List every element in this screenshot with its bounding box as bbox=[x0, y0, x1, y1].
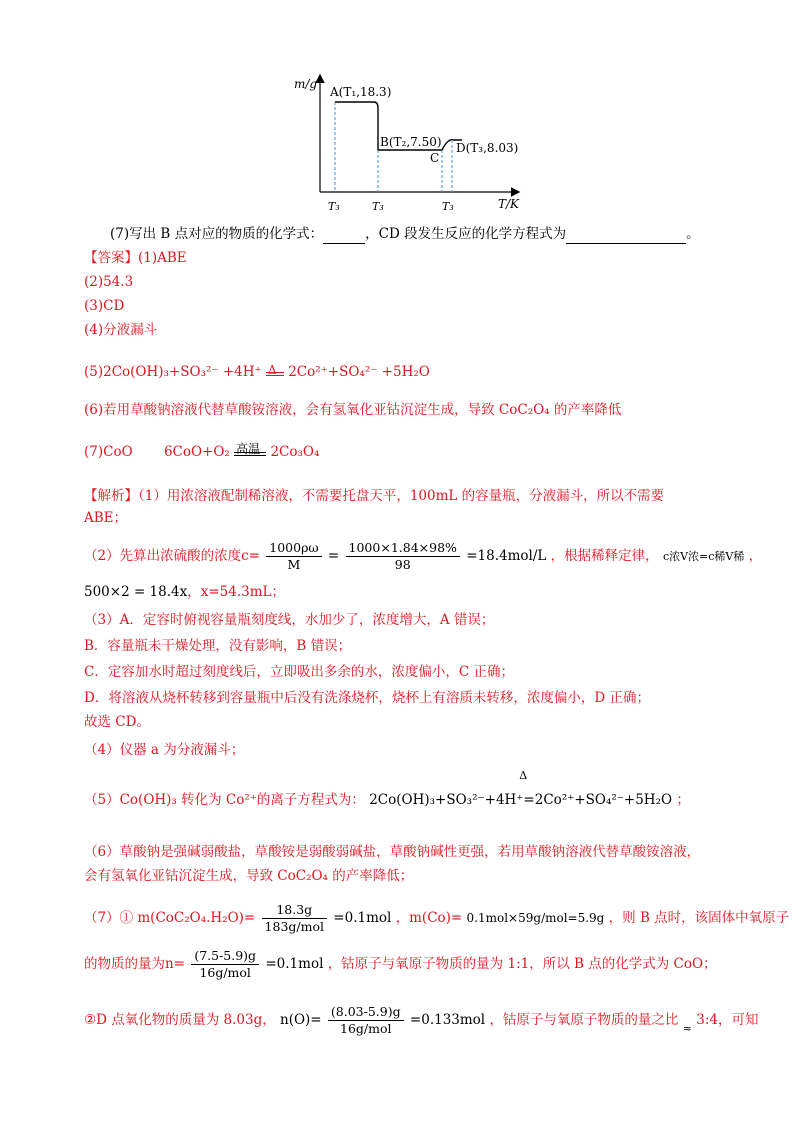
answer-5 bbox=[84, 362, 430, 382]
analysis-7a bbox=[84, 900, 789, 936]
oxygen-moles-d: =0.133mol bbox=[409, 1012, 486, 1028]
analysis-6b: 会有氢氧化亚钴沉淀生成，导致 CoC₂O₄ 的产率降低； bbox=[84, 868, 414, 884]
question-7-text: (7)写出 B 点对应的物质的化学式： bbox=[110, 226, 324, 242]
fraction-4-den: 16g/mol bbox=[199, 965, 251, 980]
fraction-1 bbox=[266, 540, 321, 573]
answer-5-arrow-label: Δ bbox=[267, 363, 277, 377]
moles-result: =0.1mol bbox=[333, 910, 392, 926]
analysis-7a-end: ，则 B 点时，该固体中氧原子 bbox=[608, 910, 790, 926]
tick-label-3: T₃ bbox=[442, 200, 454, 213]
analysis-3b: B．容量瓶未干燥处理，没有影响，B 错误； bbox=[84, 638, 352, 654]
fraction-2-den: 98 bbox=[394, 557, 411, 572]
ionic-equation bbox=[369, 769, 673, 810]
answer-7-left: (7)CoO 6CoO+O₂ bbox=[84, 444, 230, 460]
analysis-7c-prefix: ②D 点氧化物的质量为 8.03g， bbox=[84, 1012, 276, 1028]
answer-4: (4)分液漏斗 bbox=[84, 322, 158, 338]
analysis-7b-prefix: 的物质的量为n= bbox=[84, 956, 186, 972]
fraction-4 bbox=[191, 948, 259, 981]
answer-2: (2)54.3 bbox=[84, 274, 134, 290]
analysis-7a-prefix: （7）① m(CoC₂O₄.H₂O)= bbox=[84, 910, 256, 926]
analysis-3a: （3）A．定容时俯视容量瓶刻度线，水加少了，浓度增大，A 错误； bbox=[84, 612, 495, 628]
tick-label-2: T₃ bbox=[372, 200, 384, 213]
answer-blank-1 bbox=[323, 243, 365, 244]
analysis-2b-result: ，x=54.3mL； bbox=[187, 584, 285, 600]
point-c-label: C bbox=[430, 151, 440, 165]
analysis-2-prefix: （2）先算出浓硫酸的浓度c= bbox=[84, 548, 260, 564]
equals: = bbox=[327, 548, 340, 564]
dilution-equation: 500×2 = 18.4x bbox=[84, 584, 188, 600]
approx-sign: ≈ bbox=[682, 1022, 692, 1035]
answer-7-right: 2Co₃O₄ bbox=[270, 444, 320, 460]
cobalt-mass: 0.1mol×59g/mol=5.9g bbox=[466, 911, 605, 925]
analysis-2 bbox=[84, 538, 762, 575]
answer-blank-2 bbox=[566, 243, 686, 244]
answer-5-left: (5)2Co(OH)₃+SO₃²⁻ +4H⁺ bbox=[84, 364, 262, 380]
dilution-law: c浓V浓=c稀V稀 bbox=[662, 550, 745, 563]
question-7 bbox=[110, 224, 700, 244]
analysis-2-comma: ， bbox=[748, 548, 763, 564]
tick-label-1: T₃ bbox=[328, 200, 340, 213]
x-axis-label: T/K bbox=[498, 197, 520, 211]
analysis-2b bbox=[84, 582, 285, 602]
ionic-equation-text: 2Co(OH)₃+SO₃²⁻+4H⁺=2Co²⁺+SO₄²⁻+5H₂O bbox=[369, 792, 673, 808]
analysis-2-mid: ，根据稀释定律， bbox=[550, 548, 659, 564]
heat-mark: Δ bbox=[519, 769, 528, 782]
point-a-label: A(T₁,18.3) bbox=[330, 85, 392, 99]
answer-7 bbox=[84, 442, 319, 462]
analysis-7c bbox=[84, 1002, 758, 1039]
answer-title: 【答案】(1)ABE bbox=[84, 250, 187, 266]
mass-temperature-graph bbox=[290, 68, 530, 218]
fraction-3-num: 18.3g bbox=[262, 902, 327, 919]
analysis-5-prefix: （5）Co(OH)₃ 转化为 Co²⁺的离子方程式为： bbox=[84, 792, 365, 808]
fraction-5-num: (8.03-5.9)g bbox=[328, 1004, 404, 1021]
fraction-2-num: 1000×1.84×98% bbox=[346, 540, 460, 557]
analysis-4: （4）仪器 a 为分液漏斗； bbox=[84, 742, 245, 758]
concentration-result: =18.4mol/L bbox=[466, 548, 547, 564]
fraction-2 bbox=[346, 540, 460, 573]
fraction-3-den: 183g/mol bbox=[264, 919, 324, 934]
analysis-3d: D．将溶液从烧杯转移到容量瓶中后没有洗涤烧杯，烧杯上有溶质未转移，浓度偏小，D 正确； bbox=[84, 690, 650, 706]
answer-3: (3)CD bbox=[84, 298, 125, 314]
fraction-1-den: M bbox=[287, 557, 301, 572]
analysis-1b: ABE； bbox=[84, 510, 128, 526]
analysis-7b bbox=[84, 946, 717, 982]
analysis-7c-end: 3:4，可知 bbox=[696, 1012, 759, 1028]
analysis-1a: 【解析】（1）用浓溶液配制稀溶液，不需要托盘天平，100mL 的容量瓶，分液漏斗，所以不需要 bbox=[84, 488, 665, 504]
analysis-7b-end: ，钴原子与氧原子物质的量为 1:1，所以 B 点的化学式为 CoO； bbox=[327, 956, 717, 972]
analysis-5-end: ； bbox=[676, 792, 690, 808]
question-7-mid: ，CD 段发生反应的化学方程式为 bbox=[365, 226, 567, 242]
question-7-end: 。 bbox=[686, 226, 700, 242]
oxygen-moles: =0.1mol bbox=[265, 956, 324, 972]
fraction-4-num: (7.5-5.9)g bbox=[191, 948, 259, 965]
fraction-3 bbox=[262, 902, 327, 935]
analysis-7a-mid: ，m(Co)= bbox=[395, 910, 463, 926]
analysis-3e: 故选 CD。 bbox=[84, 714, 150, 730]
fraction-1-num: 1000ρω bbox=[266, 540, 321, 557]
y-axis-label: m/g bbox=[294, 77, 318, 91]
answer-7-arrow-label: 高温 bbox=[236, 442, 261, 456]
analysis-3c: C．定容加水时超过刻度线后，立即吸出多余的水，浓度偏小，C 正确； bbox=[84, 664, 514, 680]
point-d-label: D(T₃,8.03) bbox=[456, 141, 519, 155]
fraction-5-den: 16g/mol bbox=[340, 1021, 392, 1036]
point-b-label: B(T₂,7.50) bbox=[380, 135, 442, 149]
answer-6: (6)若用草酸钠溶液代替草酸铵溶液，会有氢氧化亚钴沉淀生成，导致 CoC₂O₄ 的产率降低 bbox=[84, 402, 622, 418]
analysis-6a: （6）草酸钠是强碱弱酸盐，草酸铵是弱酸弱碱盐，草酸钠碱性更强，若用草酸钠溶液代替草酸铵溶液， bbox=[84, 844, 701, 860]
fraction-5 bbox=[328, 1004, 404, 1037]
oxygen-formula: n(O)= bbox=[280, 1012, 322, 1028]
analysis-7c-mid: ，钴原子与氧原子物质的量之比 bbox=[489, 1012, 679, 1028]
answer-5-right: 2Co²⁺+SO₄²⁻ +5H₂O bbox=[288, 364, 430, 380]
analysis-5 bbox=[84, 769, 690, 810]
